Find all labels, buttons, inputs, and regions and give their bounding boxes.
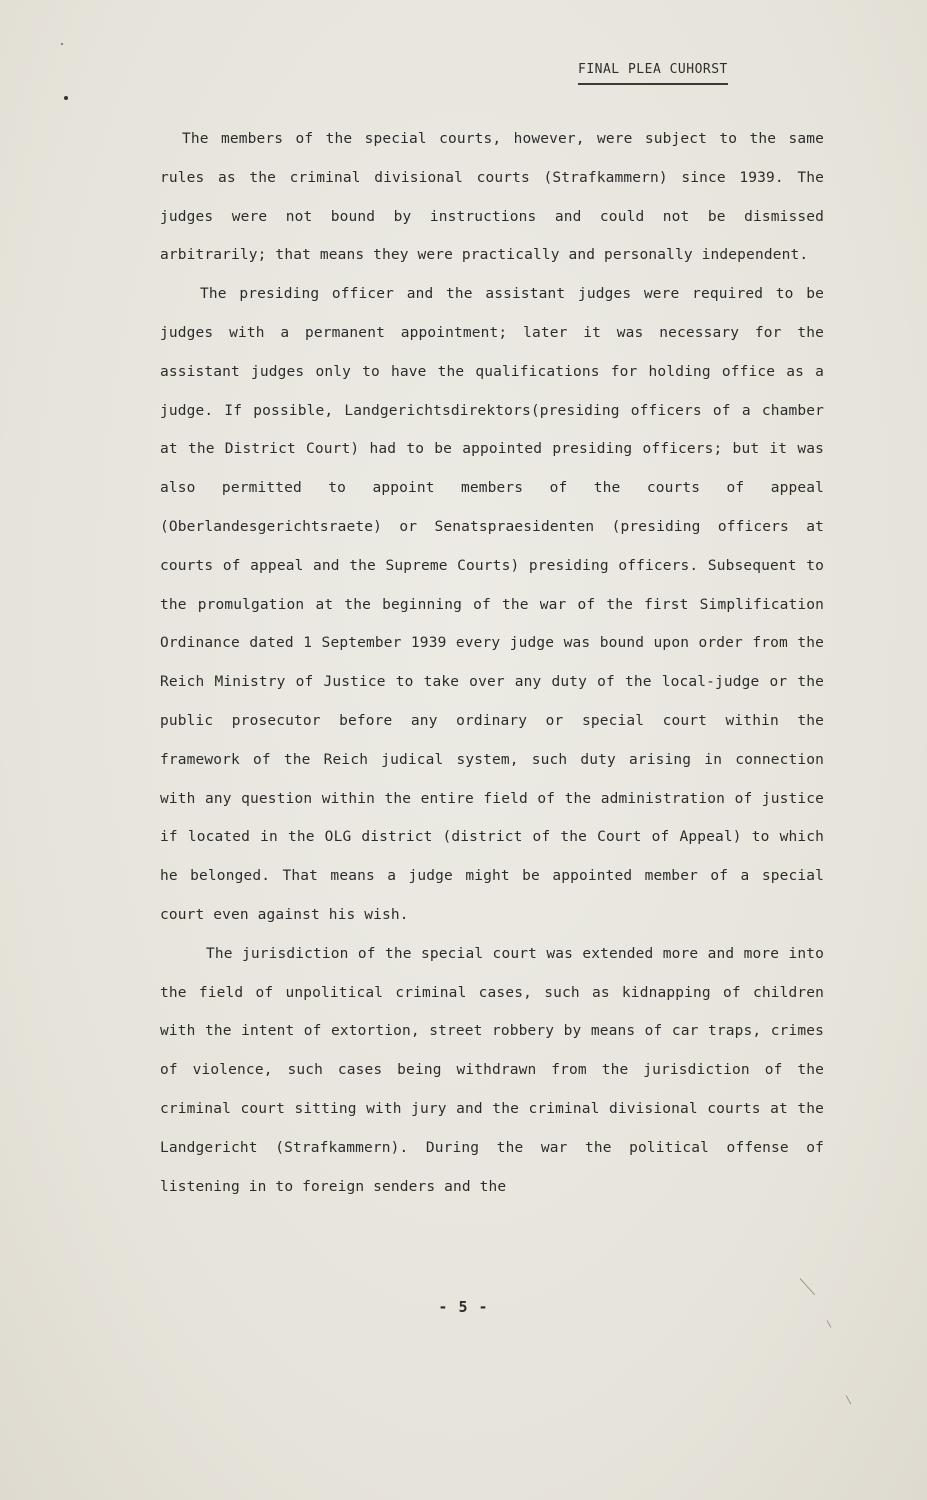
page-header-title: FINAL PLEA CUHORST bbox=[578, 62, 728, 85]
paragraph-1: The members of the special courts, however, were subject to the same rules as the criminal divisional courts (Strafkammern) since 1939. The judges were not bound by instructions and could not be dismissed arbitrarily; that means they were practically and personally independent. bbox=[160, 131, 824, 264]
punch-mark bbox=[64, 96, 68, 100]
document-body bbox=[160, 120, 824, 1206]
paper-scratch bbox=[800, 1278, 815, 1295]
page-number: - 5 - bbox=[438, 1298, 489, 1316]
paper-scratch bbox=[827, 1320, 832, 1327]
paper-scratch bbox=[846, 1395, 852, 1404]
paragraph-3: The jurisdiction of the special court was extended more and more into the field of unpolitical criminal cases, such as kidnapping of children with the intent of extortion, street robbery by means of car traps, crimes of violence, such cases being withdrawn from the jurisdiction of the criminal court sitting with jury and the criminal divisional courts at the Landgericht (Strafkammern). During the war the political offense of listening in to foreign senders and the bbox=[160, 945, 824, 1195]
stray-mark bbox=[61, 43, 63, 45]
paragraph-2: The presiding officer and the assistant judges were required to be judges with a permanent appointment; later it was necessary for the assistant judges only to have the qualifications for holding office as a judge. If possible, Landgerichtsdirektors(presiding officers of a chamber at the District Court) had to be appointed presiding officers; but it was also permitted to appoint members of the courts of appeal (Oberlandesgerichtsraete) or Senatspraesidenten (presiding officers at courts of appeal and the Supreme Courts) presiding officers. Subsequent to the promulgation at the beginning of the war of the first Simplification Ordinance dated 1 September 1939 every judge was bound upon order from the Reich Ministry of Justice to take over any duty of the local-judge or the public prosecutor before any ordinary or special court within the framework of the Reich judical system, such duty arising in connection with any question within the entire field of the administration of justice if located in the OLG district (district of the Court of Appeal) to which he belonged. That means a judge might be appointed member of a special court even against his wish. bbox=[160, 286, 824, 923]
